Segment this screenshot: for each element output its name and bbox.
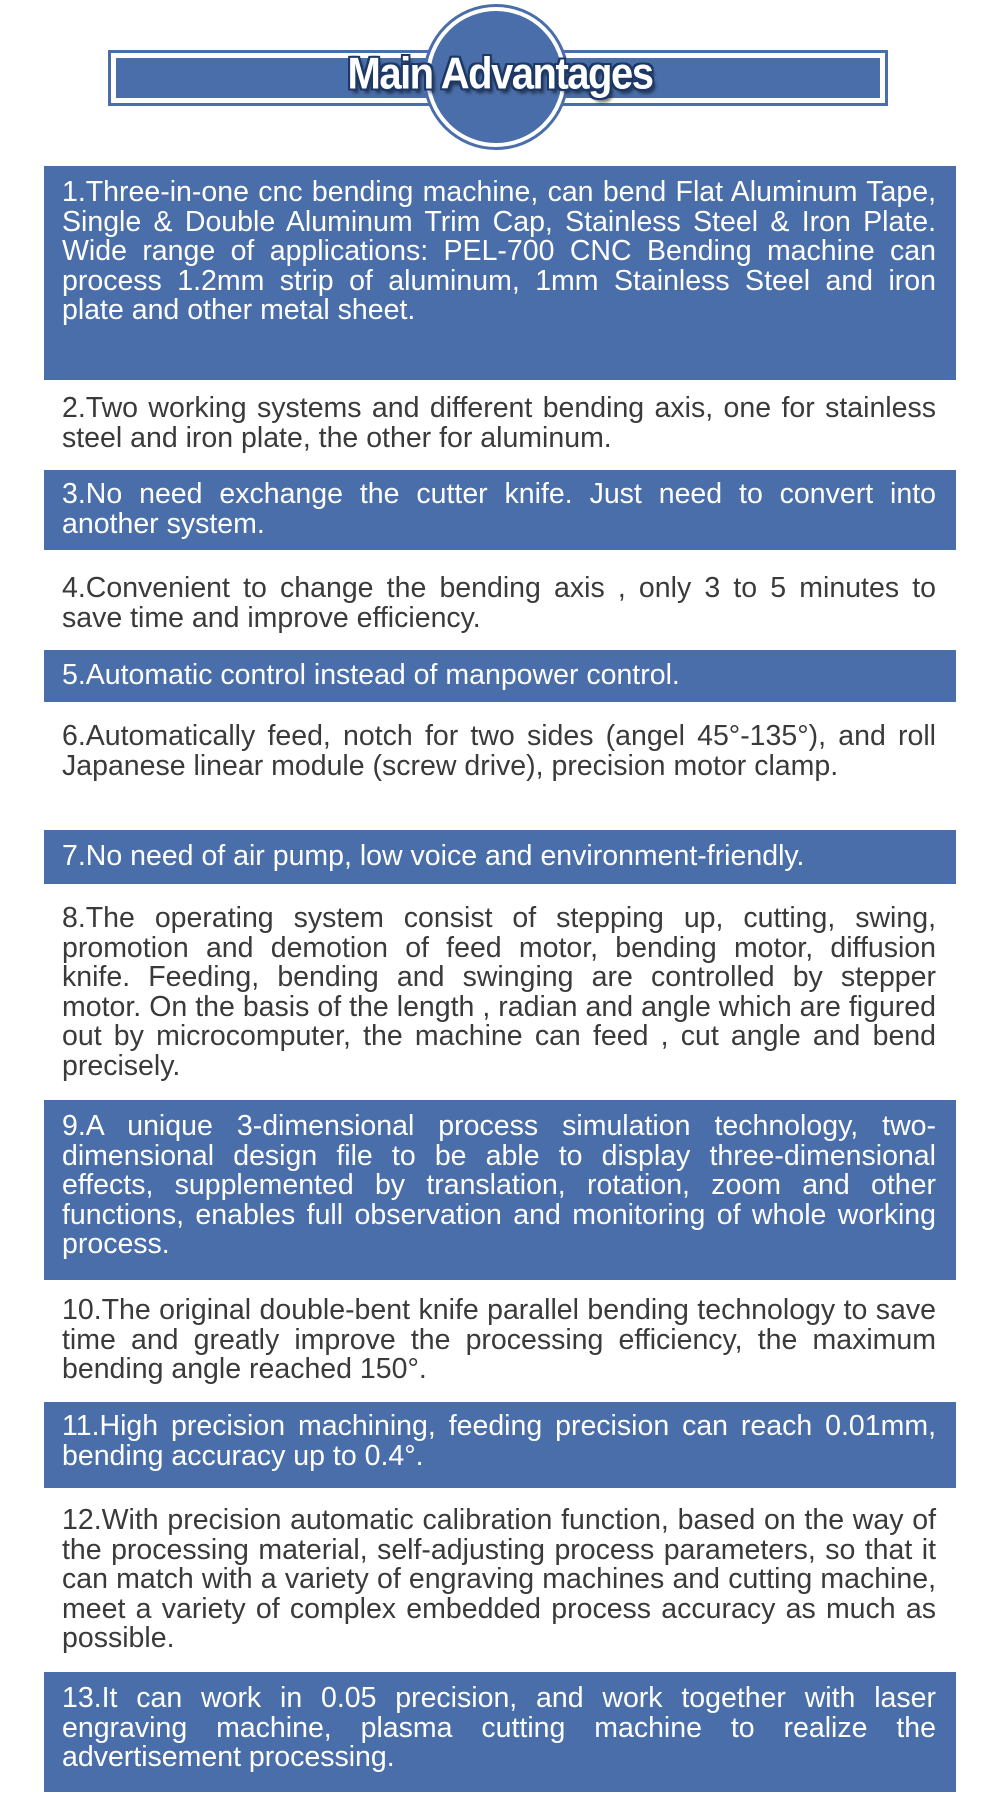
advantage-item-7 <box>44 830 956 884</box>
advantage-text: 3.No need exchange the cutter knife. Just need to convert into another system. <box>62 478 936 540</box>
advantage-text: 8.The operating system consist of stepping up, cutting, swing, promotion and demotion of feed motor, bending motor, diffusion knife. Feeding, bending and swinging are controlled by stepper motor. On the basis of the length , radian and angle which are figured out by microcomputer, the machine can feed , cut angle and bend precisely. <box>62 902 936 1082</box>
advantage-item-4 <box>44 562 956 642</box>
advantage-text: 7.No need of air pump, low voice and environment-friendly. <box>62 840 805 872</box>
header-banner <box>0 0 1000 150</box>
advantage-item-6 <box>44 710 956 820</box>
advantage-text: 5.Automatic control instead of manpower control. <box>62 659 680 691</box>
advantage-item-12 <box>44 1494 956 1664</box>
advantage-item-8 <box>44 892 956 1092</box>
advantage-item-5 <box>44 650 956 702</box>
advantage-item-13 <box>44 1672 956 1792</box>
advantage-text: 12.With precision automatic calibration function, based on the way of the processing material, self-adjusting process parameters, so that it can match with a variety of engraving machines and cutting machine, meet a variety of complex embedded process accuracy as much as possible. <box>62 1504 936 1654</box>
advantage-text: 6.Automatically feed, notch for two sides (angel 45°-135°), and roll Japanese linear module (screw drive), precision motor clamp. <box>62 720 936 782</box>
advantage-text: 1.Three-in-one cnc bending machine, can bend Flat Aluminum Tape, Single & Double Aluminum Trim Cap, Stainless Steel & Iron Plate. Wide range of applications: PEL-700 CNC Bending machine can process 1.2mm strip of aluminum, 1mm Stainless Steel and iron plate and other metal sheet. <box>62 176 936 326</box>
advantage-item-11 <box>44 1402 956 1488</box>
advantage-item-2 <box>44 390 956 470</box>
advantage-text: 11.High precision machining, feeding precision can reach 0.01mm, bending accuracy up to 0.4°. <box>62 1410 936 1472</box>
advantage-text: 4.Convenient to change the bending axis , only 3 to 5 minutes to save time and improve efficiency. <box>62 572 936 634</box>
page-title: Main Advantages <box>347 49 653 99</box>
advantage-item-10 <box>44 1286 956 1396</box>
advantage-item-1 <box>44 166 956 380</box>
advantage-text: 13.It can work in 0.05 precision, and work together with laser engraving machine, plasma cutting machine to realize the advertisement processing. <box>62 1682 936 1773</box>
advantage-text: 10.The original double-bent knife parallel bending technology to save time and greatly improve the processing efficiency, the maximum bending angle reached 150°. <box>62 1294 936 1385</box>
advantage-text: 2.Two working systems and different bending axis, one for stainless steel and iron plate, the other for aluminum. <box>62 392 936 454</box>
advantage-text: 9.A unique 3-dimensional process simulation technology, two-dimensional design file to be able to display three-dimensional effects, supplemented by translation, rotation, zoom and other functions, enables full observation and monitoring of whole working process. <box>62 1110 936 1260</box>
advantage-item-9 <box>44 1100 956 1280</box>
advantage-item-3 <box>44 470 956 550</box>
